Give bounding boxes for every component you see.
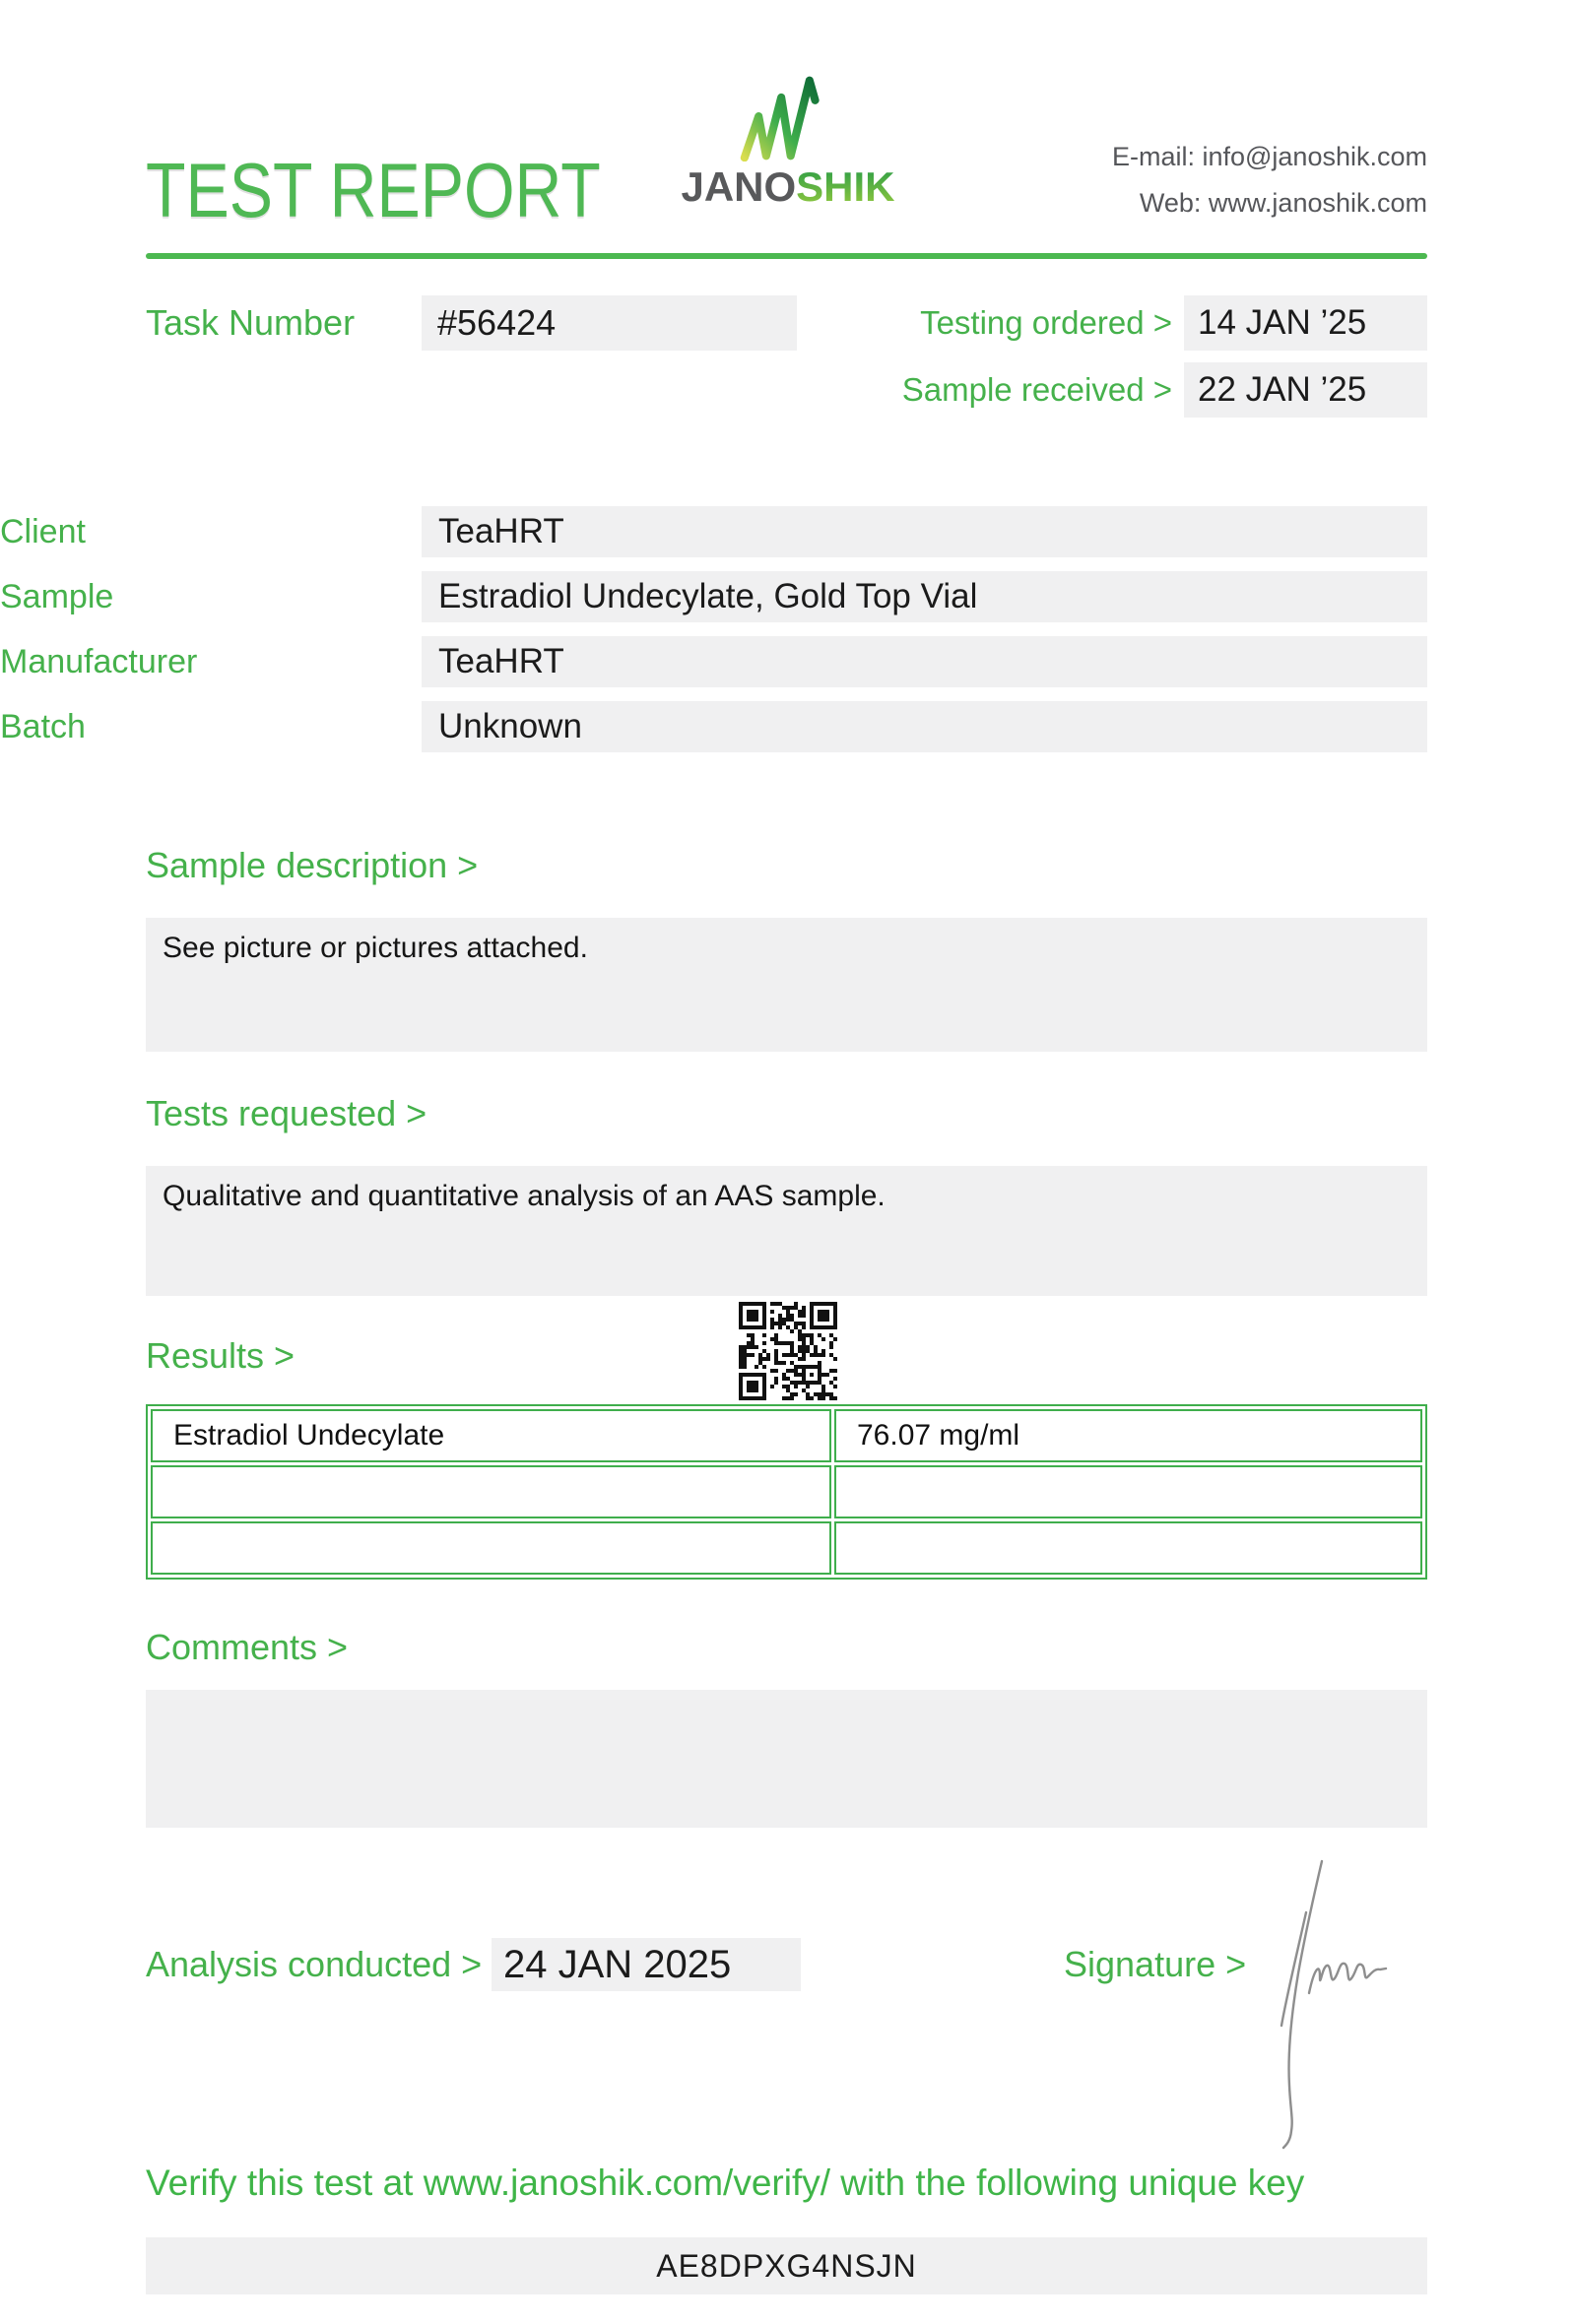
page-title: TEST REPORT: [146, 147, 601, 233]
batch-label: Batch: [0, 708, 86, 745]
sample-field: [422, 571, 1427, 622]
results-row: [151, 1521, 1422, 1575]
results-row: [151, 1409, 1422, 1462]
client-label: Client: [0, 513, 86, 550]
result-value: [834, 1465, 1422, 1518]
wordmark-left: JANO: [681, 163, 797, 210]
batch-value: Unknown: [438, 707, 582, 745]
verify-key-field: [146, 2237, 1427, 2294]
result-value: 76.07 mg/ml: [834, 1409, 1422, 1462]
tests-requested-box: [146, 1166, 1427, 1296]
results-row: [151, 1465, 1422, 1518]
sample-received-value: 22 JAN ’25: [1198, 370, 1367, 409]
sample-description-heading: Sample description >: [146, 845, 479, 885]
result-analyte: [151, 1465, 831, 1518]
verify-key-value: AE8DPXG4NSJN: [656, 2248, 917, 2284]
sample-description-box: [146, 918, 1427, 1052]
tests-requested-text: Qualitative and quantitative analysis of an AAS sample.: [163, 1180, 886, 1212]
task-number-value: #56424: [437, 302, 557, 343]
testing-ordered-label: Testing ordered >: [920, 304, 1172, 341]
client-value: TeaHRT: [438, 512, 564, 550]
results-table: [146, 1404, 1427, 1580]
sample-value: Estradiol Undecylate, Gold Top Vial: [438, 577, 978, 615]
janoshik-logo-icon: [737, 75, 831, 166]
signature-image: [1253, 1849, 1450, 2160]
task-number-field: [422, 295, 797, 351]
header-divider: [146, 253, 1427, 259]
testing-ordered-field: [1184, 295, 1427, 351]
results-heading: Results >: [146, 1335, 296, 1376]
manufacturer-field: [422, 636, 1427, 687]
analysis-date-field: [492, 1938, 801, 1991]
tests-requested-heading: Tests requested >: [146, 1093, 427, 1133]
sample-label: Sample: [0, 578, 114, 615]
wordmark-right: SHIK: [796, 163, 895, 210]
comments-text: [146, 1690, 1427, 1711]
manufacturer-value: TeaHRT: [438, 642, 564, 680]
task-number-label: Task Number: [146, 302, 356, 343]
qr-code: [739, 1302, 837, 1400]
signature-label: Signature >: [1064, 1944, 1247, 1984]
manufacturer-label: Manufacturer: [0, 643, 198, 680]
result-value: [834, 1521, 1422, 1575]
batch-field: [422, 701, 1427, 752]
result-analyte: [151, 1521, 831, 1575]
testing-ordered-value: 14 JAN ’25: [1198, 303, 1367, 342]
sample-description-text: See picture or pictures attached.: [163, 932, 588, 964]
comments-heading: Comments >: [146, 1627, 349, 1667]
result-analyte: Estradiol Undecylate: [151, 1409, 831, 1462]
web-line: Web: www.janoshik.com: [1139, 188, 1427, 218]
sample-received-field: [1184, 362, 1427, 418]
comments-box: [146, 1690, 1427, 1828]
contact-block: [935, 134, 1427, 226]
email-line: E-mail: info@janoshik.com: [1111, 142, 1427, 171]
analysis-conducted-label: Analysis conducted >: [146, 1944, 483, 1984]
sample-received-label: Sample received >: [901, 371, 1172, 408]
janoshik-wordmark: [670, 163, 906, 211]
analysis-date-value: 24 JAN 2025: [503, 1943, 732, 1986]
verify-instruction: Verify this test at www.janoshik.com/verify/ with the following unique key: [146, 2163, 1305, 2203]
client-field: [422, 506, 1427, 557]
